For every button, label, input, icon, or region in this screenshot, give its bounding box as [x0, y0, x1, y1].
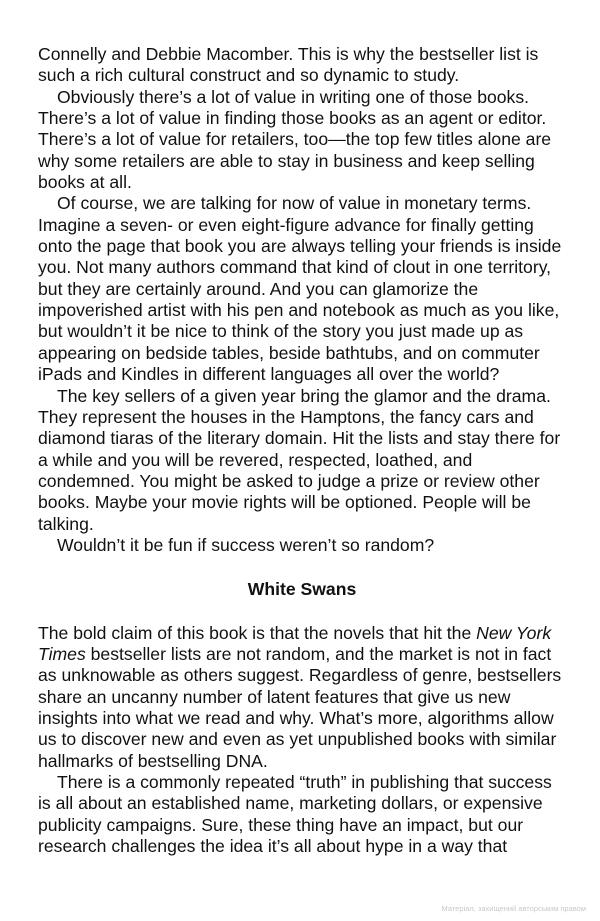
paragraph-value-of-writing: Obviously there’s a lot of value in writing one of those books. There’s a lot of value in finding those books as an agent or editor. There’s a lot of value for retailers, too—the top few titles alone are why some retailers are able to stay in business and keep selling books at all. — [38, 86, 552, 193]
copyright-watermark: Матеріал, захищений авторським правом — [441, 904, 586, 913]
bold-claim-text-a: The bold claim of this book is that the novels that hit the — [38, 622, 477, 643]
paragraph-commonly-repeated-truth: There is a commonly repeated “truth” in publishing that success is all about an established name, marketing dollars, or expensive publicity campaigns. Sure, these thing have an impact, but our research challenges the idea it’s all about hype in a way that — [38, 772, 552, 857]
paragraph-bold-claim — [38, 623, 566, 772]
paragraph-continued: Connelly and Debbie Macomber. This is why the bestseller list is such a rich cultural construct and so dynamic to study. — [38, 44, 539, 86]
book-page — [38, 44, 566, 857]
section-heading: White Swans — [247, 579, 357, 600]
paragraph-success-random: Wouldn’t it be fun if success weren’t so random? — [57, 534, 435, 555]
paragraph-key-sellers: The key sellers of a given year bring the glamor and the drama. They represent the houses in the Hamptons, the fancy cars and diamond tiaras of the literary domain. Hit the lists and stay there for a while and you will be revered, respected, loathed, and condemned. You might be asked to judge a prize or review other books. Maybe your movie rights will be optioned. People will be talking. — [38, 385, 561, 534]
bold-claim-text-b: bestseller lists are not random, and the market is not in fact as unknowable as others suggest. Regardless of genre, bestsellers share an uncanny number of latent features that give us new insights into what we read and why. What’s more, algorithms allow us to discover new and even as yet unpublished books with similar hallmarks of bestselling DNA. — [38, 643, 562, 771]
paragraph-monetary-value: Of course, we are talking for now of value in monetary terms. Imagine a seven- or even eight-figure advance for finally getting onto the page that book you are always telling your friends is inside you. Not many authors command that kind of clout in one territory, but they are certainly around. And you can glamorize the impoverished artist with his pen and notebook as much as you like, but wouldn’t it be nice to think of the story you just made up as appearing on bedside tables, beside bathtubs, and on commuter iPads and Kindles in different languages all over the world? — [38, 193, 562, 385]
book-title-italic: New York Times — [38, 622, 552, 664]
